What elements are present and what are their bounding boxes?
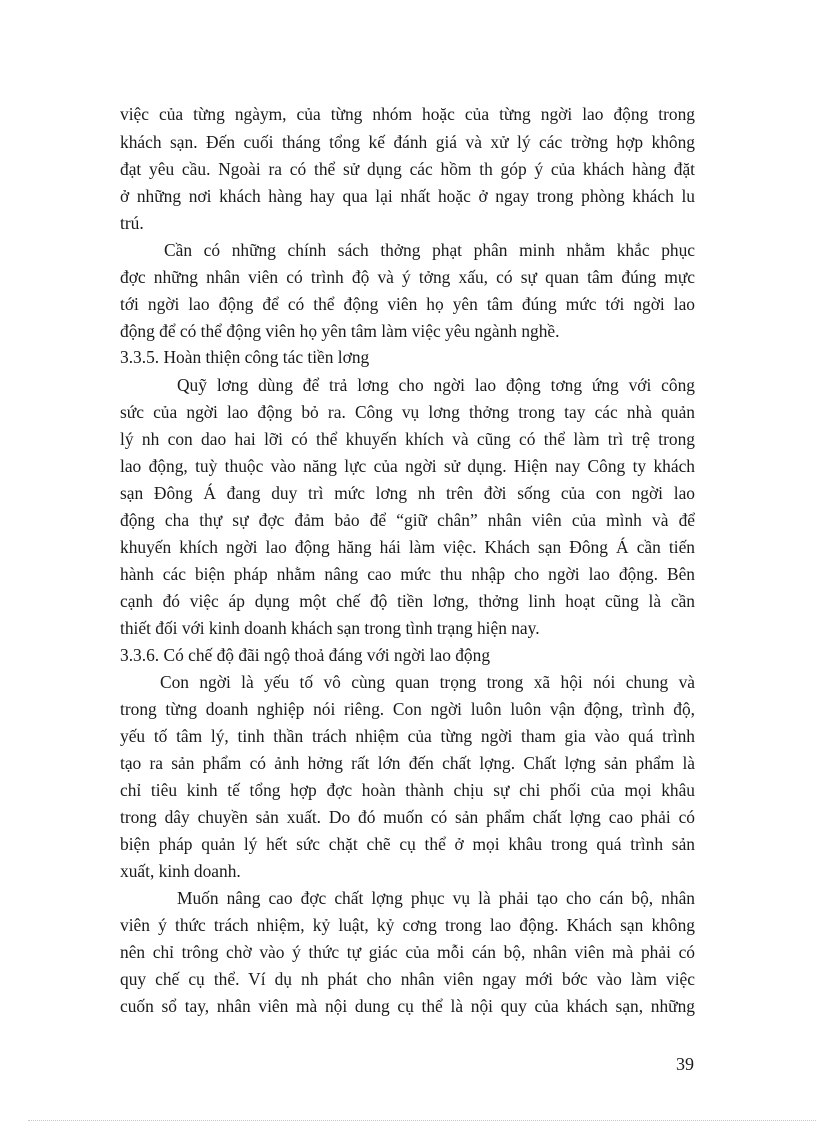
paragraph-first-line: Quỹ lơng dùng để trả lơng cho ngời lao động tơng ứng với công [177, 375, 695, 395]
body-line: trú. [120, 213, 144, 233]
body-line: nên chỉ trông chờ vào ý thức tự giác của mỗi cán bộ, nhân viên mà phải có [120, 942, 695, 962]
body-line: ở những nơi khách hàng hay qua lại nhất hoặc ở ngay trong phòng khách lu [120, 186, 695, 206]
body-line: hành các biện pháp nhằm nâng cao mức thu nhập cho ngời lao động. Bên [120, 564, 695, 584]
body-line: chỉ tiêu kinh tế tổng hợp đợc hoàn thành chịu sự chi phối của mọi khâu [120, 780, 695, 800]
body-line: động để có thể động viên họ yên tâm làm việc yêu ngành nghề. [120, 321, 560, 341]
body-line: biện pháp quản lý hết sức chặt chẽ cụ thể ở mọi khâu trong quá trình sản [120, 834, 695, 854]
body-line: tạo ra sản phẩm có ảnh hởng rất lớn đến chất lợng. Chất lợng sản phẩm là [120, 753, 695, 773]
section-heading-3-3-6: 3.3.6. Có chế độ đãi ngộ thoả đáng với ngời lao động [120, 645, 491, 665]
body-line: quy chế cụ thể. Ví dụ nh phát cho nhân viên ngay mới bớc vào làm việc [120, 969, 695, 989]
body-line: xuất, kinh doanh. [120, 861, 241, 881]
body-line: lý nh con dao hai lỡi có thể khuyến khích và cũng có thể làm trì trệ trong [120, 429, 695, 449]
page-bottom-divider [28, 1120, 816, 1121]
page-number: 39 [676, 1054, 694, 1074]
body-line: trong từng doanh nghiệp nói riêng. Con ngời luôn luôn vận động, trình độ, [120, 699, 695, 719]
body-line: lao động, tuỳ thuộc vào năng lực của ngời sử dụng. Hiện nay Công ty khách [120, 456, 695, 476]
body-line: sạn Đông Á đang duy trì mức lơng nh trên đời sống của con ngời lao [120, 483, 695, 503]
section-heading-3-3-5: 3.3.5. Hoàn thiện công tác tiền lơng [120, 347, 370, 367]
body-line: cuốn sổ tay, nhân viên mà nội dung cụ thể là nội quy của khách sạn, những [120, 996, 695, 1016]
body-line: trong dây chuyền sản xuất. Do đó muốn có sản phẩm chất lợng cao phải có [120, 807, 695, 827]
body-line: động cha thự sự đợc đảm bảo để “giữ chân” nhân viên của mình và để [120, 510, 695, 530]
body-line: tới ngời lao động để có thể động viên họ yên tâm đúng mức tới ngời lao [120, 294, 695, 314]
body-line: khuyến khích ngời lao động hăng hái làm việc. Khách sạn Đông Á cần tiến [120, 537, 695, 557]
body-line: yếu tố tâm lý, tinh thần trách nhiệm của từng ngời tham gia vào quá trình [120, 726, 695, 746]
body-line: cạnh đó việc áp dụng một chế độ tiền lơng, thởng linh hoạt cũng là cần [120, 591, 695, 611]
paragraph-first-line: Con ngời là yếu tố vô cùng quan trọng trong xã hội nói chung và [160, 672, 695, 692]
body-line: thiết đối với kinh doanh khách sạn trong tình trạng hiện nay. [120, 618, 540, 638]
body-line: đợc những nhân viên có trình độ và ý tởng xấu, có sự quan tâm đúng mực [120, 267, 695, 287]
body-line: sức của ngời lao động bỏ ra. Công vụ lơng thởng trong tay các nhà quản [120, 402, 695, 422]
body-line: khách sạn. Đến cuối tháng tổng kế đánh giá và xử lý các trờng hợp không [120, 132, 695, 152]
paragraph-first-line: Cần có những chính sách thởng phạt phân minh nhằm khắc phục [164, 240, 695, 260]
body-line: đạt yêu cầu. Ngoài ra có thể sử dụng các hồm th góp ý của khách hàng đặt [120, 159, 695, 179]
body-line: viên ý thức trách nhiệm, kỷ luật, kỷ cơng trong lao động. Khách sạn không [120, 915, 695, 935]
paragraph-first-line: Muốn nâng cao đợc chất lợng phục vụ là phải tạo cho cán bộ, nhân [177, 888, 695, 908]
body-line: việc của từng ngàym, của từng nhóm hoặc của từng ngời lao động trong [120, 104, 695, 124]
